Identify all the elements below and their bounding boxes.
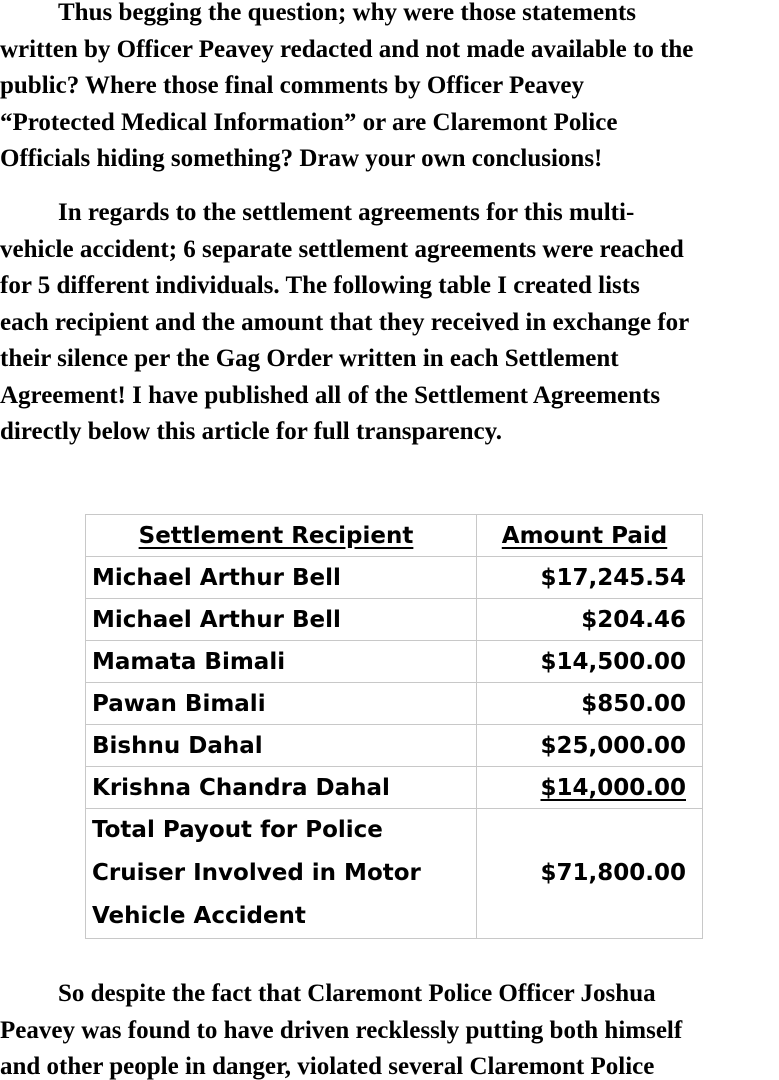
- recipient-cell: Bishnu Dahal: [86, 725, 477, 767]
- paragraph-conclusion: [0, 976, 779, 1080]
- header-settlement-recipient: Settlement Recipient: [86, 515, 477, 557]
- paragraph-line: each recipient and the amount that they received in exchange for: [0, 308, 690, 336]
- header-amount-paid: Amount Paid: [477, 515, 703, 557]
- paragraph-line: their silence per the Gag Order written in each Settlement: [0, 345, 619, 372]
- paragraph-line: vehicle accident; 6 separate settlement agreements were reached: [0, 235, 684, 263]
- paragraph-line: So despite the fact that Claremont Police Officer Joshua: [58, 980, 656, 1007]
- table-row: [86, 557, 703, 599]
- total-label-line: Total Payout for Police: [92, 817, 383, 843]
- recipient-cell: Krishna Chandra Dahal: [86, 767, 477, 809]
- total-label-line: Vehicle Accident: [92, 903, 306, 929]
- table-row: [86, 767, 703, 809]
- table-header-row: [86, 515, 703, 557]
- paragraph-line: and other people in danger, violated several Claremont Police: [0, 1053, 655, 1080]
- total-label-line: Cruiser Involved in Motor: [92, 860, 421, 886]
- paragraph-line: Agreement! I have published all of the Settlement Agreements: [0, 381, 661, 409]
- paragraph-line: Thus begging the question; why were those statements: [58, 0, 637, 26]
- paragraph-line: public? Where those final comments by Officer Peavey: [0, 72, 584, 99]
- paragraph-line: Peavey was found to have driven recklessly putting both himself: [0, 1016, 683, 1044]
- recipient-cell: Michael Arthur Bell: [86, 599, 477, 641]
- table-row: [86, 725, 703, 767]
- settlement-table: [85, 514, 703, 939]
- amount-cell: $14,500.00: [477, 641, 703, 683]
- amount-cell: $204.46: [477, 599, 703, 641]
- total-label-cell: [86, 809, 477, 939]
- amount-value: $14,000.00: [540, 774, 686, 801]
- recipient-cell: Pawan Bimali: [86, 683, 477, 725]
- recipient-cell: Michael Arthur Bell: [86, 557, 477, 599]
- paragraph-line: written by Officer Peavey redacted and not made available to the: [0, 35, 694, 63]
- paragraph-settlement-intro: [0, 195, 779, 451]
- paragraph-line: directly below this article for full transparency.: [0, 418, 503, 445]
- recipient-cell: Mamata Bimali: [86, 641, 477, 683]
- amount-cell: [477, 767, 703, 809]
- paragraph-line: “Protected Medical Information” or are Claremont Police: [0, 108, 618, 136]
- table-row: [86, 683, 703, 725]
- paragraph-line: In regards to the settlement agreements for this multi-: [58, 199, 635, 226]
- table-row: [86, 599, 703, 641]
- amount-cell: $17,245.54: [477, 557, 703, 599]
- paragraph-line: Officials hiding something? Draw your own conclusions!: [0, 145, 603, 172]
- table-row: [86, 641, 703, 683]
- amount-cell: $25,000.00: [477, 725, 703, 767]
- amount-cell: $850.00: [477, 683, 703, 725]
- paragraph-questions: [0, 0, 779, 178]
- total-row: [86, 809, 703, 939]
- paragraph-line: for 5 different individuals. The following table I created lists: [0, 272, 640, 299]
- total-amount-cell: $71,800.00: [477, 809, 703, 939]
